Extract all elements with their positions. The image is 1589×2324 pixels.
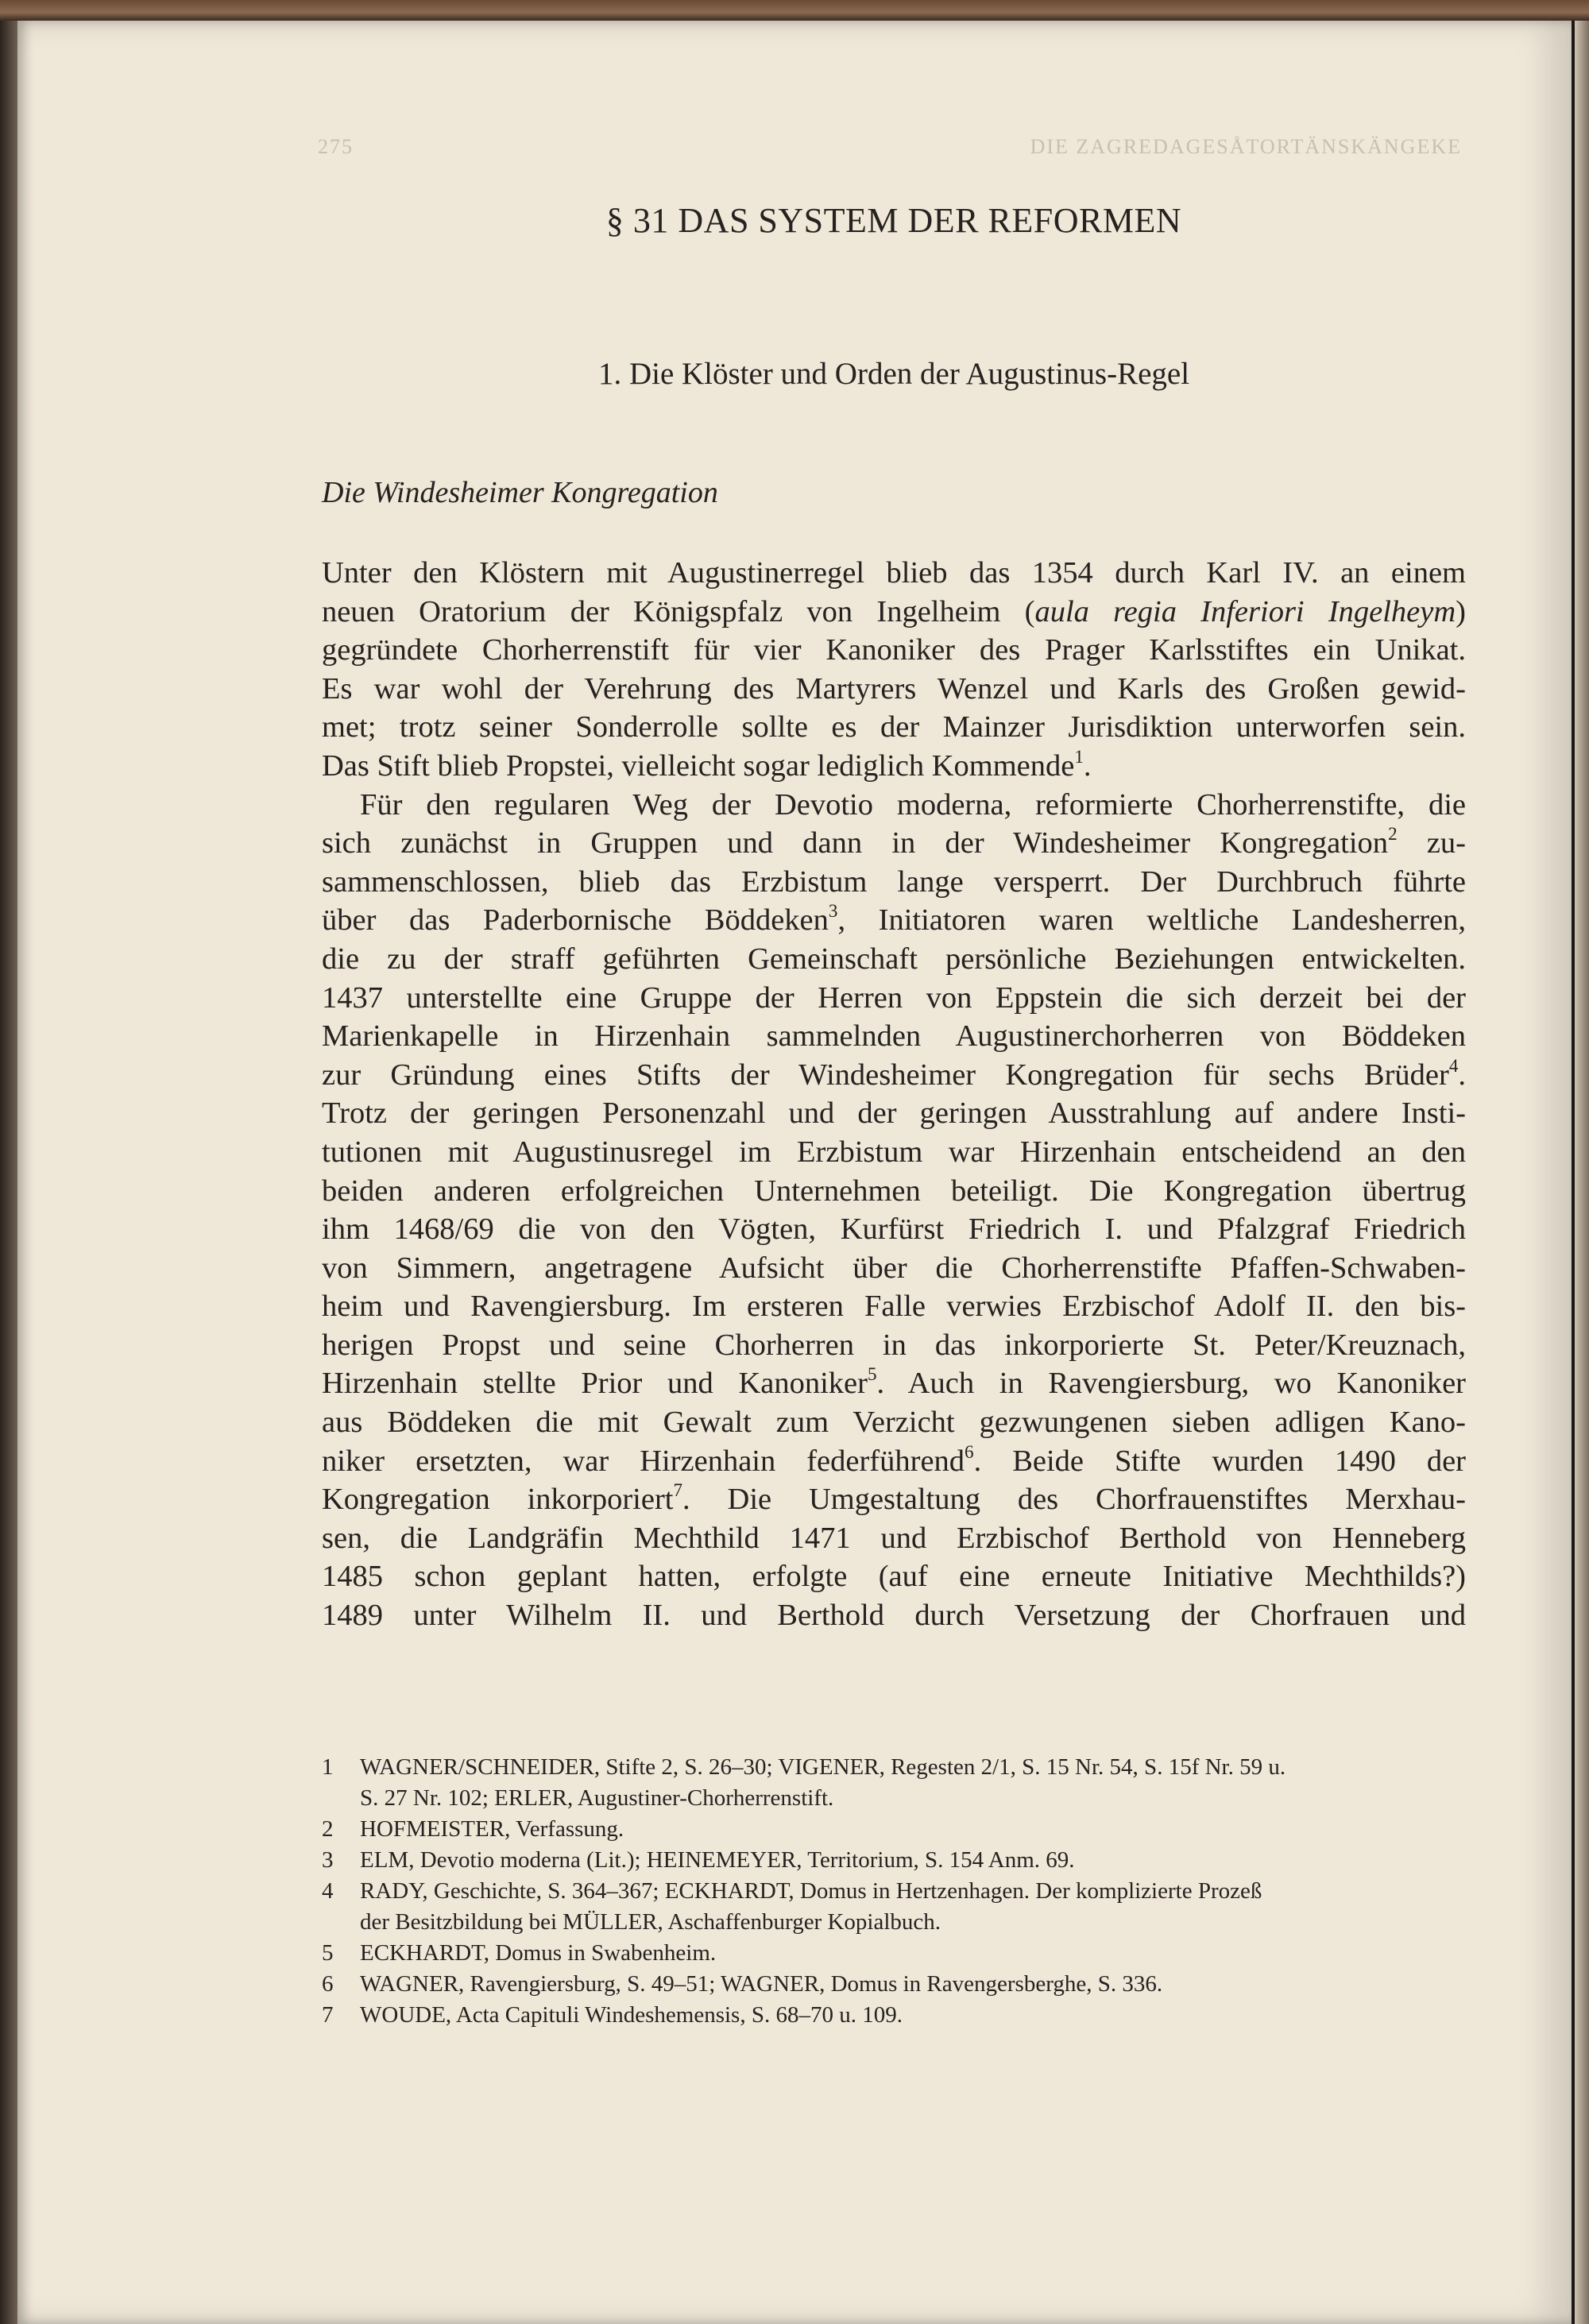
footnotes bbox=[322, 1752, 1466, 2031]
text-line: Hirzenhain stellte Prior und Kanoniker$^5$. Auch in Ravengiersburg, wo Kanoniker bbox=[322, 1363, 1466, 1401]
text-line: heim und Ravengiersburg. Im ersteren Falle verwies Erzbischof Adolf II. den bis- bbox=[322, 1290, 1466, 1324]
page-right-edge bbox=[1575, 21, 1589, 2324]
footnote bbox=[322, 1969, 1466, 2000]
text-line: Unter den Klöstern mit Augustinerregel blieb das 1354 durch Karl IV. an einem bbox=[322, 556, 1466, 590]
footnote bbox=[322, 1938, 1466, 1969]
footnote-number: 5 bbox=[322, 1940, 334, 1966]
text-line: Kongregation inkorporiert$^7$. Die Umgestaltung des Chorfrauenstiftes Merxhau- bbox=[322, 1479, 1466, 1517]
ghost-running-title: DIE ZAGREDAGESÅTORTÄNSKÄNGEKE bbox=[1030, 135, 1462, 158]
text-line: die zu der straff geführten Gemeinschaft persönliche Beziehungen entwickelten. bbox=[322, 942, 1466, 976]
footnote-text: ECKHARDT, Domus in Swabenheim. bbox=[360, 1940, 717, 1966]
footnote-number: 1 bbox=[322, 1754, 334, 1780]
footnote-text-continued: S. 27 Nr. 102; ERLER, Augustiner-Chorherrenstift. bbox=[360, 1785, 834, 1811]
text-line: herigen Propst und seine Chorherren in das inkorporierte St. Peter/Kreuznach, bbox=[322, 1328, 1466, 1362]
book-top-edge bbox=[0, 0, 1589, 21]
section-title: 1. Die Klöster und Orden der Augustinus-Regel bbox=[597, 357, 1190, 391]
footnote-text: RADY, Geschichte, S. 364–367; ECKHARDT, Domus in Hertzenhagen. Der komplizierte Prozeß bbox=[360, 1878, 1262, 1904]
footnote-number: 7 bbox=[322, 2002, 334, 2028]
text-line: tutionen mit Augustinusregel im Erzbistum war Hirzenhain entscheidend an den bbox=[322, 1135, 1466, 1169]
text-line: aus Böddeken die mit Gewalt zum Verzicht gezwungenen sieben adligen Kano- bbox=[322, 1406, 1466, 1440]
footnote-text: HOFMEISTER, Verfassung. bbox=[360, 1816, 624, 1842]
footnote bbox=[322, 1814, 1466, 1845]
text-line: sen, die Landgräfin Mechthild 1471 und Erzbischof Berthold von Henneberg bbox=[322, 1521, 1466, 1555]
footnote bbox=[322, 2000, 1466, 2031]
text-line: sammenschlossen, blieb das Erzbistum lange versperrt. Der Durchbruch führte bbox=[322, 864, 1466, 899]
text-line: von Simmern, angetragene Aufsicht über die Chorherrenstifte Pfaffen-Schwaben- bbox=[322, 1251, 1466, 1285]
text-line: met; trotz seiner Sonderrolle sollte es der Mainzer Jurisdiktion unterworfen sein. bbox=[322, 710, 1466, 744]
text-line: 1437 unterstellte eine Gruppe der Herren von Eppstein die sich derzeit bei der bbox=[322, 980, 1466, 1015]
chapter-heading: § 31 DAS SYSTEM DER REFORMEN bbox=[605, 201, 1182, 240]
text-line: gegründete Chorherrenstift für vier Kanoniker des Prager Karlsstiftes ein Unikat. bbox=[322, 633, 1466, 667]
text-line: Das Stift blieb Propstei, vielleicht sogar lediglich Kommende$^1$. bbox=[322, 745, 1092, 783]
text-line: 1485 schon geplant hatten, erfolgte (auf eine erneute Initiative Mechthilds?) bbox=[322, 1560, 1466, 1594]
text-line: zur Gründung eines Stifts der Windesheimer Kongregation für sechs Brüder$^4$. bbox=[322, 1054, 1466, 1092]
footnote-number: 4 bbox=[322, 1878, 334, 1904]
text-line: über das Paderbornische Böddeken$^3$, Initiatoren waren weltliche Landesherren, bbox=[322, 900, 1467, 938]
text-line: Marienkapelle in Hirzenhain sammelnden Augustinerchorherren von Böddeken bbox=[322, 1019, 1466, 1054]
book-gutter bbox=[0, 21, 17, 2324]
ghost-page-number: 275 bbox=[318, 135, 354, 158]
text-line: Für den regularen Weg der Devotio moderna, reformierte Chorherrenstifte, die bbox=[360, 787, 1466, 822]
text-line: 1489 unter Wilhelm II. und Berthold durch Versetzung der Chorfrauen und bbox=[322, 1599, 1466, 1633]
text-line: beiden anderen erfolgreichen Unternehmen beteiligt. Die Kongregation übertrug bbox=[322, 1174, 1466, 1208]
footnote bbox=[322, 1752, 1466, 1814]
footnote bbox=[322, 1876, 1466, 1938]
footnote-text: ELM, Devotio moderna (Lit.); HEINEMEYER, Territorium, S. 154 Anm. 69. bbox=[360, 1847, 1075, 1873]
footnote bbox=[322, 1845, 1466, 1876]
body-text bbox=[322, 554, 1466, 1635]
footnote-text: WAGNER, Ravengiersburg, S. 49–51; WAGNER, Domus in Ravengersberghe, S. 336. bbox=[360, 1971, 1163, 1997]
text-line: sich zunächst in Gruppen und dann in der Windesheimer Kongregation$^2$ zu- bbox=[322, 823, 1466, 860]
text-line: neuen Oratorium der Königspfalz von Ingelheim (aula regia Inferiori Ingelheym) bbox=[322, 594, 1466, 628]
footnote-number: 2 bbox=[322, 1816, 334, 1842]
footnote-number: 3 bbox=[322, 1847, 334, 1873]
text-line: niker ersetzten, war Hirzenhain federführend$^6$. Beide Stifte wurden 1490 der bbox=[322, 1440, 1466, 1478]
footnote-number: 6 bbox=[322, 1971, 334, 1997]
text-line: Trotz der geringen Personenzahl und der geringen Ausstrahlung auf andere Insti- bbox=[322, 1096, 1466, 1131]
text-line: ihm 1468/69 die von den Vögten, Kurfürst Friedrich I. und Pfalzgraf Friedrich bbox=[322, 1212, 1466, 1247]
subheading: Die Windesheimer Kongregation bbox=[322, 476, 718, 509]
footnote-text-continued: der Besitzbildung bei MÜLLER, Aschaffenburger Kopialbuch. bbox=[360, 1909, 941, 1935]
footnote-text: WAGNER/SCHNEIDER, Stifte 2, S. 26–30; VIGENER, Regesten 2/1, S. 15 Nr. 54, S. 15f Nr. 59 u. bbox=[360, 1754, 1286, 1780]
text-line: Es war wohl der Verehrung des Martyrers Wenzel und Karls des Großen gewid- bbox=[322, 671, 1466, 706]
footnote-text: WOUDE, Acta Capituli Windeshemensis, S. 68–70 u. 109. bbox=[360, 2002, 903, 2028]
